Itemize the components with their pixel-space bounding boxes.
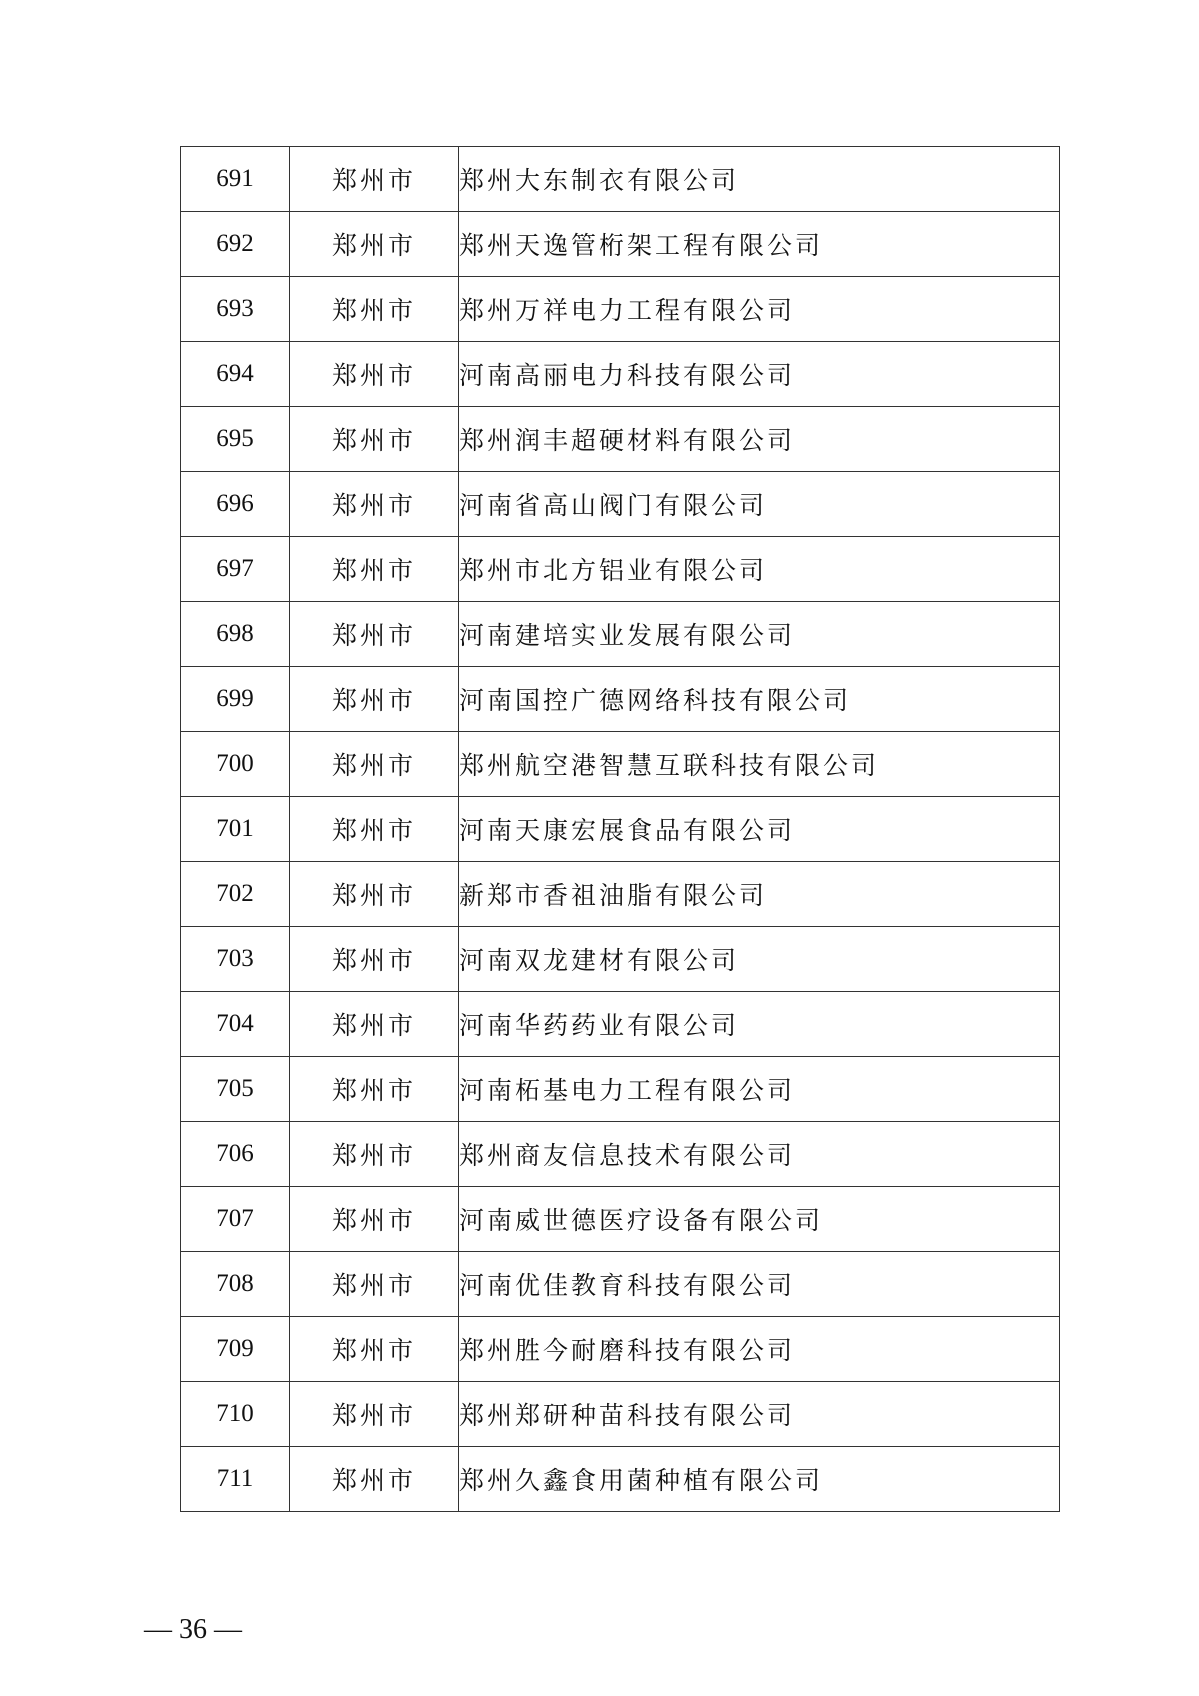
row-number-cell: 693 <box>181 277 290 342</box>
city-cell: 郑州市 <box>290 407 459 472</box>
table-row <box>181 1057 1060 1122</box>
company-name-cell: 郑州久鑫食用菌种植有限公司 <box>459 1447 1060 1512</box>
row-number-cell: 706 <box>181 1122 290 1187</box>
company-name-cell: 郑州大东制衣有限公司 <box>459 147 1060 212</box>
city-cell: 郑州市 <box>290 1187 459 1252</box>
table-row <box>181 1187 1060 1252</box>
city-cell: 郑州市 <box>290 732 459 797</box>
table-row <box>181 1122 1060 1187</box>
city-cell: 郑州市 <box>290 212 459 277</box>
company-name-cell: 郑州万祥电力工程有限公司 <box>459 277 1060 342</box>
city-cell: 郑州市 <box>290 472 459 537</box>
table-row <box>181 1382 1060 1447</box>
company-name-cell: 郑州天逸管桁架工程有限公司 <box>459 212 1060 277</box>
city-cell: 郑州市 <box>290 1252 459 1317</box>
row-number-cell: 703 <box>181 927 290 992</box>
company-name-cell: 郑州胜今耐磨科技有限公司 <box>459 1317 1060 1382</box>
table-row <box>181 407 1060 472</box>
row-number-cell: 698 <box>181 602 290 667</box>
table-row <box>181 1317 1060 1382</box>
company-name-cell: 河南优佳教育科技有限公司 <box>459 1252 1060 1317</box>
city-cell: 郑州市 <box>290 342 459 407</box>
company-name-cell: 河南建培实业发展有限公司 <box>459 602 1060 667</box>
city-cell: 郑州市 <box>290 277 459 342</box>
company-name-cell: 郑州商友信息技术有限公司 <box>459 1122 1060 1187</box>
table-row <box>181 537 1060 602</box>
row-number-cell: 710 <box>181 1382 290 1447</box>
row-number-cell: 692 <box>181 212 290 277</box>
row-number-cell: 704 <box>181 992 290 1057</box>
city-cell: 郑州市 <box>290 602 459 667</box>
city-cell: 郑州市 <box>290 667 459 732</box>
row-number-cell: 694 <box>181 342 290 407</box>
city-cell: 郑州市 <box>290 1122 459 1187</box>
table-row <box>181 342 1060 407</box>
table-row <box>181 277 1060 342</box>
city-cell: 郑州市 <box>290 147 459 212</box>
row-number-cell: 695 <box>181 407 290 472</box>
city-cell: 郑州市 <box>290 797 459 862</box>
company-name-cell: 河南柘基电力工程有限公司 <box>459 1057 1060 1122</box>
company-name-cell: 河南华药药业有限公司 <box>459 992 1060 1057</box>
table-row <box>181 1447 1060 1512</box>
row-number-cell: 711 <box>181 1447 290 1512</box>
city-cell: 郑州市 <box>290 1317 459 1382</box>
company-name-cell: 河南国控广德网络科技有限公司 <box>459 667 1060 732</box>
city-cell: 郑州市 <box>290 992 459 1057</box>
row-number-cell: 707 <box>181 1187 290 1252</box>
row-number-cell: 709 <box>181 1317 290 1382</box>
row-number-cell: 696 <box>181 472 290 537</box>
table-row <box>181 212 1060 277</box>
page-number: — 36 — <box>144 1614 242 1645</box>
company-name-cell: 河南天康宏展食品有限公司 <box>459 797 1060 862</box>
table-row <box>181 472 1060 537</box>
company-name-cell: 郑州润丰超硬材料有限公司 <box>459 407 1060 472</box>
row-number-cell: 705 <box>181 1057 290 1122</box>
row-number-cell: 702 <box>181 862 290 927</box>
company-name-cell: 郑州航空港智慧互联科技有限公司 <box>459 732 1060 797</box>
city-cell: 郑州市 <box>290 862 459 927</box>
table-row <box>181 1252 1060 1317</box>
row-number-cell: 697 <box>181 537 290 602</box>
company-name-cell: 河南双龙建材有限公司 <box>459 927 1060 992</box>
row-number-cell: 701 <box>181 797 290 862</box>
table-row <box>181 862 1060 927</box>
row-number-cell: 691 <box>181 147 290 212</box>
table-row <box>181 992 1060 1057</box>
company-name-cell: 郑州郑研种苗科技有限公司 <box>459 1382 1060 1447</box>
row-number-cell: 699 <box>181 667 290 732</box>
table-row <box>181 927 1060 992</box>
city-cell: 郑州市 <box>290 927 459 992</box>
company-name-cell: 河南高丽电力科技有限公司 <box>459 342 1060 407</box>
company-list-table <box>180 146 1060 1512</box>
row-number-cell: 708 <box>181 1252 290 1317</box>
city-cell: 郑州市 <box>290 1447 459 1512</box>
company-name-cell: 郑州市北方铝业有限公司 <box>459 537 1060 602</box>
table-body <box>181 147 1060 1512</box>
table-row <box>181 667 1060 732</box>
company-name-cell: 河南省高山阀门有限公司 <box>459 472 1060 537</box>
city-cell: 郑州市 <box>290 1057 459 1122</box>
company-name-cell: 河南威世德医疗设备有限公司 <box>459 1187 1060 1252</box>
city-cell: 郑州市 <box>290 1382 459 1447</box>
table-row <box>181 147 1060 212</box>
row-number-cell: 700 <box>181 732 290 797</box>
table-row <box>181 602 1060 667</box>
city-cell: 郑州市 <box>290 537 459 602</box>
table-row <box>181 797 1060 862</box>
table-row <box>181 732 1060 797</box>
company-name-cell: 新郑市香祖油脂有限公司 <box>459 862 1060 927</box>
